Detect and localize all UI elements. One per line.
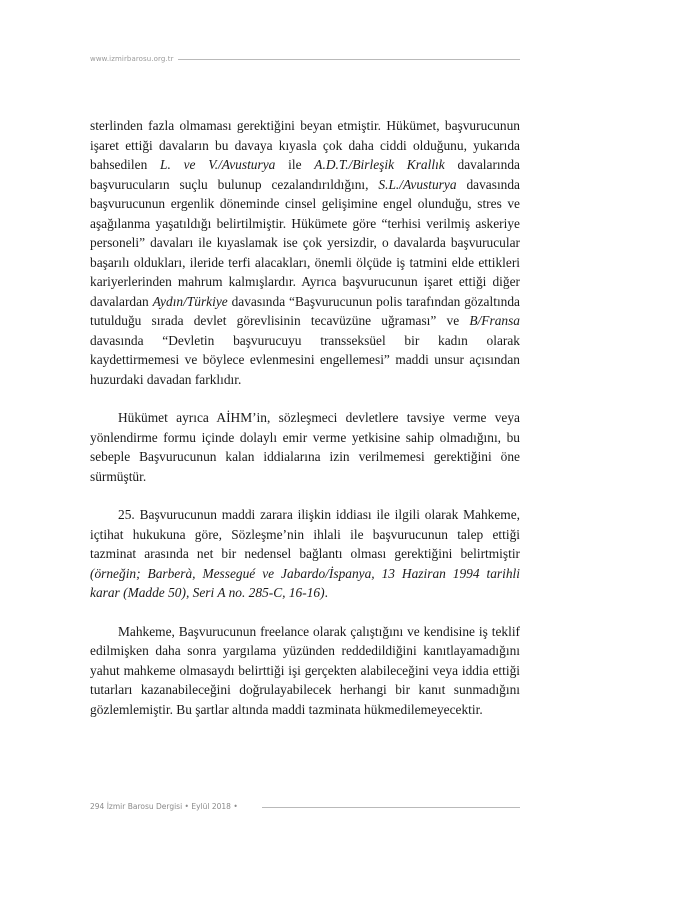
page-header — [90, 52, 520, 66]
paragraph — [90, 505, 520, 603]
header-rule — [178, 59, 520, 60]
text-segment: davasında başvurucunun ergenlik döneminde cinsel gelişimine engel olunduğu, stres ve aşağılanma yaşatıldığı belirtilmiştir. Hükümete göre “terhisi verilmiş askeriye personeli” davaları ile kıyaslamak ise çok yersizdir, o davalarda başvurucular başarılı oldukları, ileride terfi alacakları, önemli ölçüde iş tatmini elde ettikleri kariyerlerinden mahrum kalmışlardır. Ayrıca başvurucunun işaret ettiği diğer davalardan — [90, 176, 520, 309]
footer-rule — [262, 807, 520, 808]
text-segment: sterlinden fazla olmaması gerektiğini beyan etmiştir. Hükümet, başvurucunun işaret ettiği davaların bu davaya kıyasla çok daha ciddi olduğunu, yukarıda bahsedilen — [90, 118, 520, 172]
italic-citation: B/Fransa — [469, 313, 520, 328]
italic-citation: Aydın/Türkiye — [152, 293, 228, 309]
article-body — [90, 116, 520, 719]
italic-citation: L. ve V./Avusturya — [160, 157, 276, 172]
text-segment: ile — [275, 157, 315, 172]
header-url: www.izmirbarosu.org.tr — [90, 55, 174, 63]
text-segment: 25. Başvurucunun maddi zarara ilişkin iddiası ile ilgili olarak Mahkeme, içtihat hukukuna göre, Sözleşme’nin ihlali ile başvurucunun talep ettiği tazminat arasında net bir nedensel bağlantı olması gerektiğini belirtmiştir — [90, 507, 520, 561]
text-segment: davasında “Devletin başvurucuyu transseksüel bir kadın olarak kaydettirmemesi ve böylece evlenmesini engellemesi” maddi unsur açısından huzurdaki davadan farklıdır. — [90, 332, 520, 387]
paragraph — [90, 408, 520, 486]
text-segment: davasında “Başvurucunun polis tarafından gözaltında tutulduğu sırada devlet görevlisinin tecavüzüne uğraması” ve — [90, 293, 520, 328]
text-segment: Hükümet ayrıca AİHM’in, sözleşmeci devletlere tavsiye verme veya yönlendirme formu içinde dolaylı emir verme yetkisine sahip olmadığını, bu sebeple Başvurucunun kalan iddialarına izin verilmemesi gerektiğini öne sürmüştür. — [90, 410, 520, 484]
text-segment: Mahkeme, Başvurucunun freelance olarak çalıştığını ve kendisine iş teklif edilmişken daha sonra yargılama yüzünden reddedildiğini kanıtlayamadığını yahut mahkeme olmasaydı belirttiği işi gerçekten alabileceğini veya iddia ettiği tutarları kazanabileceğini doğrulayabilecek herhangi bir kanıt sunmadığını gözlemlemiştir. Bu şartlar altında maddi tazminata hükmedilemeyecektir. — [90, 623, 520, 717]
italic-citation: S.L./Avusturya — [378, 176, 457, 192]
italic-citation: (örneğin; Barberà, Messegué ve Jabardo/İspanya, 13 Haziran 1994 tarihli karar (Madde 50), Seri A no. 285-C, 16-16) — [90, 565, 520, 600]
text-segment: . — [324, 585, 328, 600]
paragraph — [90, 622, 520, 720]
footer-text: 294 İzmir Barosu Dergisi • Eylül 2018 • — [90, 802, 238, 811]
page-footer — [90, 800, 520, 814]
italic-citation: A.D.T./Birleşik Krallık — [314, 157, 445, 172]
paragraph — [90, 116, 520, 389]
text-segment: davalarında başvurucuların suçlu bulunup cezalandırıldığını, — [90, 157, 520, 192]
